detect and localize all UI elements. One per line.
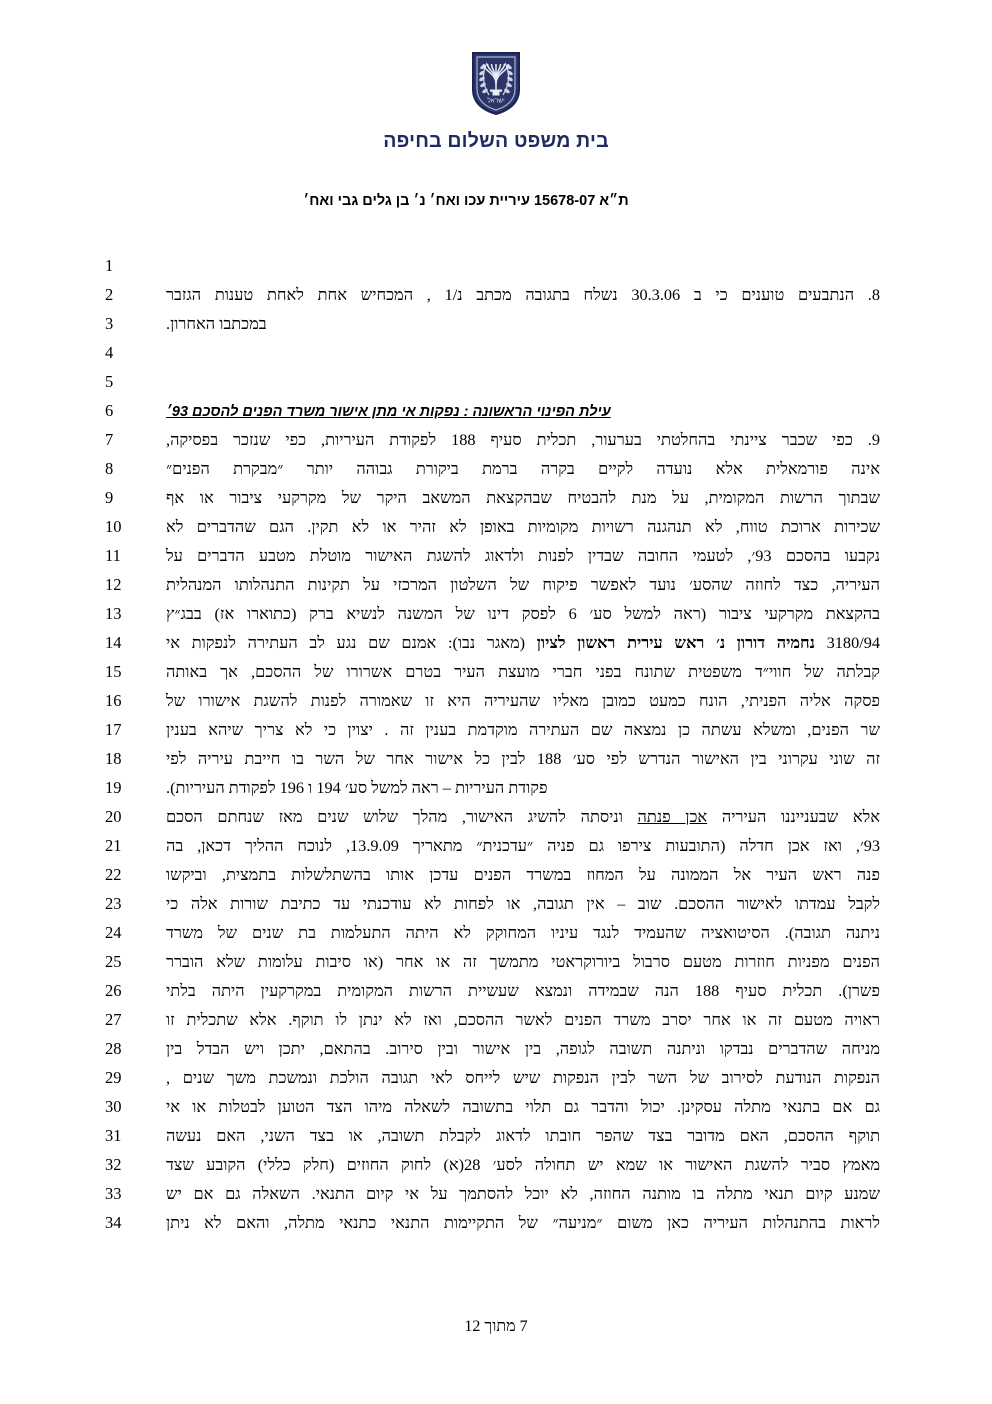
document-line xyxy=(0,628,992,657)
document-line xyxy=(0,657,992,686)
line-text: תוקף ההסכם, האם מדובר בצד שהפר חובתו לדאוג לקבלת תשובה, או בצד השני, האם נעשה xyxy=(166,1126,880,1145)
citation-prefix: 3180/94 xyxy=(814,633,881,652)
document-line xyxy=(0,802,992,831)
israel-state-emblem-icon xyxy=(0,50,992,116)
document-line xyxy=(0,1005,992,1034)
line-text: ראויה מטעם זה או אחר יסרב משרד הפנים לאשר ההסכם, ואז לא ינתן לו תוקף. אלא שתכלית זו xyxy=(166,1010,880,1029)
line-text: גם אם בתנאי מתלה עסקינן. יכול והדבר גם תלוי בתשובה לשאלה מיהו הצד הטוען לבטלות או אי xyxy=(166,1097,880,1116)
document-line xyxy=(0,367,992,396)
line-number: 2 xyxy=(105,285,114,304)
line-number: 13 xyxy=(105,604,122,623)
document-line xyxy=(0,1208,992,1237)
document-line xyxy=(0,280,992,309)
line-number: 7 xyxy=(105,430,114,449)
line-number: 27 xyxy=(105,1010,122,1029)
line-text: פקודת העיריות – ראה למשל סע׳ 194 ו 196 לפקודת העיריות). xyxy=(166,778,548,797)
line-number: 23 xyxy=(105,894,122,913)
line-text: 9. כפי שכבר ציינתי בהחלטתי בערעור, תכלית סעיף 188 לפקודת העיריות, כפי שנזכר בפסיקה, xyxy=(166,430,880,449)
line-text: הפנים מפניות חוזרות מטעם סרבול ביורוקראטי מתמשך זה או אחר (או סיבות עלומות שלא הוברר xyxy=(166,952,880,971)
line-number: 25 xyxy=(105,952,122,971)
line-text: קבלתה של חווי״ד משפטית שתונח בפני חברי מועצת העיר בטרם אשרורו של ההסכם, אך באותה xyxy=(166,662,880,681)
case-caption: ת״א 15678-07 עיריית עכו ואח׳ נ׳ בן גלים גבי ואח׳ xyxy=(303,193,629,209)
line-text: הנפקות הנודעת לסירוב של השר לבין הנפקות שיש לייחס לאי תגובה הולכת ונמשכת משך שנים , xyxy=(166,1068,880,1087)
line-text: אינה פורמאלית אלא נועדה לקיים בקרה ברמת ביקורת גבוהה יותר ״מבקרת הפנים״ xyxy=(166,459,880,478)
line-text xyxy=(166,251,880,280)
line-text: פנה ראש העיר אל הממונה על המחוז במשרד הפנים עדכן אותו בהשתלשלות בתמצית, וביקשו xyxy=(166,865,880,884)
document-line xyxy=(0,918,992,947)
line-text xyxy=(166,367,880,396)
document-line xyxy=(0,1034,992,1063)
line-text: במכתבו האחרון. xyxy=(166,314,267,333)
document-line xyxy=(0,396,992,425)
line-text: שבתוך הרשות המקומית, על מנת להבטיח שבהקצאת המשאב היקר של מקרקעי ציבור או אף xyxy=(166,488,880,507)
line-number: 12 xyxy=(105,575,122,594)
line-number: 5 xyxy=(105,372,114,391)
line-text: פסקה אליה הפניתי, הונח כמעט כמובן מאליו שהעיריה היא זו שאמורה לפנות להשגת אישורו של xyxy=(166,691,880,710)
document-line xyxy=(0,599,992,628)
line-text: ניתנה תגובה). הסיטואציה שהעמיד לנגד עיניו המחוקק לא היתה התעלמות בת שנים של משרד xyxy=(166,923,880,942)
line-number: 34 xyxy=(105,1213,122,1232)
document-line xyxy=(0,512,992,541)
line-number: 15 xyxy=(105,662,122,681)
section-heading-text: עילת הפינוי הראשונה : נפקות אי מתן אישור משרד הפנים להסכם 93׳ xyxy=(166,404,611,420)
citation-case-name: נחמיה דורון נ׳ ראש עירית ראשון לציון xyxy=(536,633,815,652)
emblem-caption-text: ישראל xyxy=(487,97,505,105)
line-text: לקבל עמדתו לאישור ההסכם. שוב – אין תגובה, או לפחות לא עודכנתי עד כתיבת שורות אלה כי xyxy=(166,894,880,913)
line-number: 10 xyxy=(105,517,122,536)
line-number: 17 xyxy=(105,720,122,739)
line-text: פשרן). תכלית סעיף 188 הנה שבמידה ונמצא שעשיית הרשות המקומית במקרקעין היתה בלתי xyxy=(166,981,880,1000)
line-number: 18 xyxy=(105,749,122,768)
document-line xyxy=(0,715,992,744)
line-number: 11 xyxy=(105,546,121,565)
line-number: 9 xyxy=(105,488,114,507)
line-text: מאמץ סביר להשגת האישור או שמא יש תחולה לסע׳ 28(א) לחוק החוזים (חלק כללי) הקובע שצד xyxy=(166,1155,880,1174)
document-line xyxy=(0,541,992,570)
case-citation-line xyxy=(166,628,880,657)
line-text: שמנע קיום תנאי מתלה בו מותנה החוזה, לא יוכל להסתמך על אי קיום התנאי. השאלה גם אם יש xyxy=(166,1184,880,1203)
section-heading xyxy=(166,396,880,425)
document-line xyxy=(0,1063,992,1092)
line-number: 3 xyxy=(105,314,114,333)
line-number: 19 xyxy=(105,778,122,797)
line-number: 31 xyxy=(105,1126,122,1145)
emphasis-suffix: וניסתה להשיג האישור, מהלך שלוש שנים מאז שנחתם הסכם xyxy=(166,807,638,826)
line-number: 32 xyxy=(105,1155,122,1174)
line-number: 14 xyxy=(105,633,122,652)
document-line xyxy=(0,947,992,976)
line-text: מניחה שהדברים נבדקו וניתנה תשובה לגופה, בין אישור ובין סירוב. בהתאם, יתכן ויש הבדל בין xyxy=(166,1039,880,1058)
line-text: נקבעו בהסכם 93׳, לטעמי החובה שבדין לפנות ולדאוג להשגת האישור מוטלת מטבע הדברים על xyxy=(166,546,880,565)
line-text: 8. הנתבעים טוענים כי ב 30.3.06 נשלח בתגובה מכתב נ/1 , המכחיש אחת לאחת טענות הגזבר xyxy=(166,285,880,304)
line-number: 4 xyxy=(105,343,114,362)
emphasis-prefix: אלא שבענייננו העיריה xyxy=(707,807,880,826)
document-line xyxy=(0,425,992,454)
document-header xyxy=(0,0,992,153)
court-name: בית משפט השלום בחיפה xyxy=(383,130,609,152)
line-number: 24 xyxy=(105,923,122,942)
document-line xyxy=(0,1179,992,1208)
emphasised-line xyxy=(166,802,880,831)
document-line xyxy=(0,860,992,889)
line-number: 28 xyxy=(105,1039,122,1058)
line-text: העיריה, כצד לחוזה שהסע׳ נועד לאפשר פיקוח של השלטון המרכזי על תקינות התנהלותו המנהלית xyxy=(166,575,880,594)
document-line xyxy=(0,570,992,599)
document-line xyxy=(0,1121,992,1150)
line-text xyxy=(166,338,880,367)
line-number: 29 xyxy=(105,1068,122,1087)
page-footer: 7 מתוך 12 xyxy=(464,1318,528,1335)
line-text: שר הפנים, ומשלא עשתה כן נמצאה שם העתירה מוקדמת בענין זה . יצוין כי לא צריך שיהא בענין xyxy=(166,720,880,739)
document-line xyxy=(0,976,992,1005)
document-body xyxy=(0,251,992,1237)
line-text: לראות בהתנהלות העיריה כאן משום ״מניעה״ של התקיימות התנאי כתנאי מתלה, והאם לא ניתן xyxy=(166,1213,880,1232)
line-text: בהקצאת מקרקעי ציבור (ראה למשל סע׳ 6 לפסק דינו של המשנה לנשיא ברק (כתוארו אז) בבג״ץ xyxy=(166,604,880,623)
document-line xyxy=(0,1092,992,1121)
document-line xyxy=(0,251,992,280)
document-line xyxy=(0,773,992,802)
line-number: 8 xyxy=(105,459,114,478)
document-line xyxy=(0,831,992,860)
line-text: שכירות ארוכת טווח, לא תנהגנה רשויות מקומיות באופן לא זהיר או לא תקין. הגם שהדברים לא xyxy=(166,517,880,536)
line-number: 1 xyxy=(105,256,114,275)
document-line xyxy=(0,744,992,773)
line-number: 22 xyxy=(105,865,122,884)
citation-suffix: (מאגר נבו): אמנם שם נגע לב העתירה לנפקות אי xyxy=(166,633,537,652)
document-line xyxy=(0,686,992,715)
line-text: זה שוני עקרוני בין האישור הנדרש לפי סע׳ 188 לבין כל אישור אחר של השר בו חייבת עיריה לפי xyxy=(166,749,880,768)
line-number: 26 xyxy=(105,981,122,1000)
document-line xyxy=(0,454,992,483)
line-text: 93׳, ואז אכן חדלה (התובעות צירפו גם פניה ״עדכנית״ מתאריך 13.9.09, לנוכח ההליך דכאן, בה xyxy=(166,836,880,855)
line-number: 16 xyxy=(105,691,122,710)
line-number: 33 xyxy=(105,1184,122,1203)
document-line xyxy=(0,889,992,918)
emphasis-underlined-text: אכן פנתה xyxy=(637,807,708,826)
document-line xyxy=(0,309,992,338)
line-number: 6 xyxy=(105,401,114,420)
line-number: 30 xyxy=(105,1097,122,1116)
line-number: 21 xyxy=(105,836,122,855)
document-line xyxy=(0,338,992,367)
document-line xyxy=(0,1150,992,1179)
line-number: 20 xyxy=(105,807,122,826)
document-line xyxy=(0,483,992,512)
